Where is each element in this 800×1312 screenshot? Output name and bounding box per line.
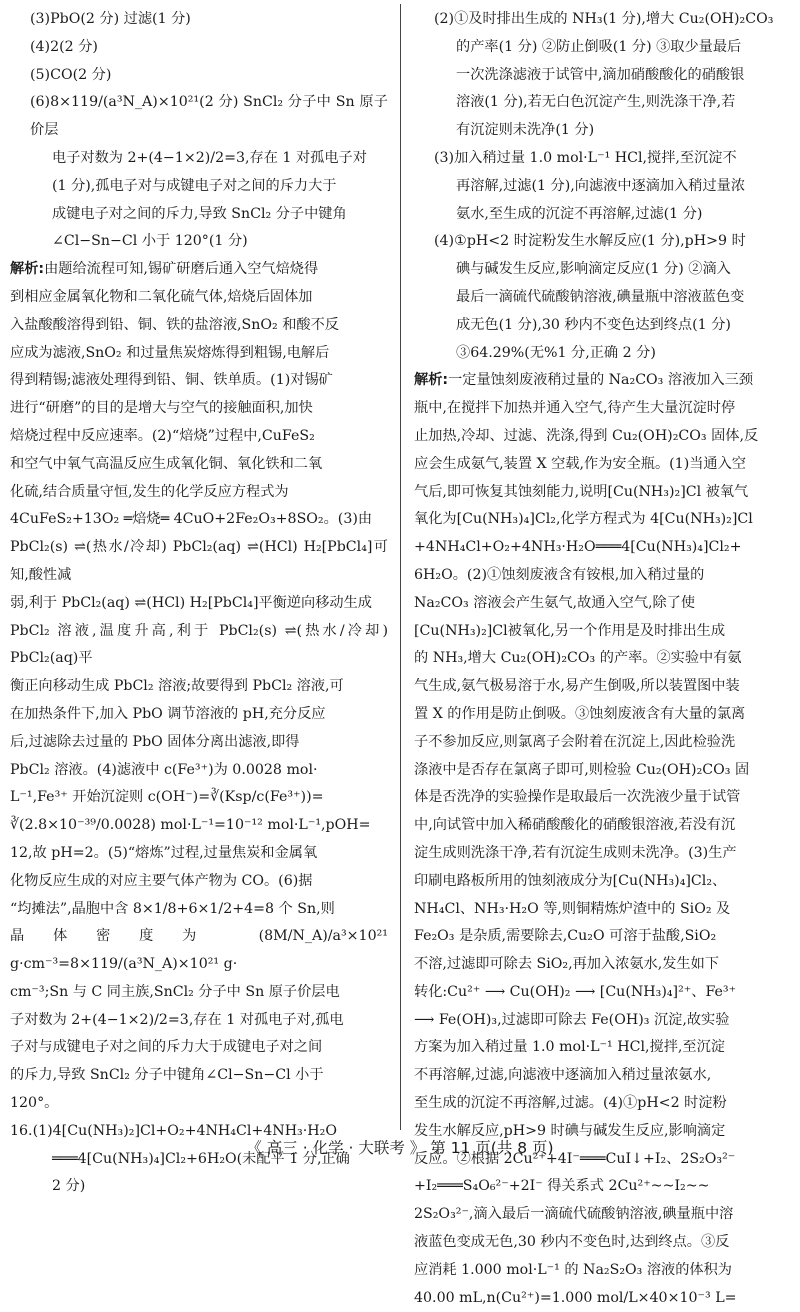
analysis-line: 衡正向移动生成 PbCl₂ 溶液;故要得到 PbCl₂ 溶液,可 <box>10 678 344 695</box>
question-16-line: 2 分) <box>52 1178 86 1195</box>
analysis-line: “均摊法”,晶胞中含 8×1/8+6×1/2+4=8 个 Sn,则 <box>10 900 335 917</box>
question-16-line: ═══4[Cu(NH₃)₄]Cl₂+6H₂O(未配平 1 分,正确 <box>52 1150 350 1167</box>
answer-line: (3)加入稍过量 1.0 mol·L⁻¹ HCl,搅拌,至沉淀不 <box>434 149 737 166</box>
analysis-line: ⟶ Fe(OH)₃,过滤即可除去 Fe(OH)₃ 沉淀,故实验 <box>414 1011 730 1028</box>
analysis-line: PbCl₂(s) ⇌(热水/冷却) PbCl₂(aq) ⇌(HCl) H₂[PbCl₄]可知,酸性减 <box>10 539 388 583</box>
analysis-line: 化硫,结合质量守恒,发生的化学反应方程式为 <box>10 483 289 500</box>
answer-line: (5)CO(2 分) <box>30 66 112 83</box>
analysis-line: 液蓝色变成无色,30 秒内不变色时,达到终点。③反 <box>414 1234 730 1251</box>
answer-line: 最后一滴硫代硫酸钠溶液,碘量瓶中溶液蓝色变 <box>456 288 745 305</box>
answer-line: (4)①pH<2 时淀粉发生水解反应(1 分),pH>9 时 <box>434 233 746 250</box>
analysis-line: 不再溶解,过滤,向滤液中逐滴加入稍过量浓氨水, <box>414 1067 712 1084</box>
analysis-line: +I₂═══S₄O₆²⁻+2I⁻ 得关系式 2Cu²⁺~~I₂~~ <box>414 1178 710 1195</box>
analysis-line: 入盐酸酸溶得到铅、铜、铁的盐溶液,SnO₂ 和酸不反 <box>10 316 339 333</box>
analysis-line: PbCl₂ 溶液,温度升高,利于 PbCl₂(s) ⇌(热水/冷却) PbCl₂(aq)平 <box>10 622 388 667</box>
analysis-line: 至生成的沉淀不再溶解,过滤。(4)①pH<2 时淀粉 <box>414 1095 727 1112</box>
analysis-line: 淀生成则洗涤干净,若有沉淀生成则未洗净。(3)生产 <box>414 844 737 861</box>
analysis-first-line: 解析:一定量蚀刻废液稍过量的 Na₂CO₃ 溶液加入三颈 <box>414 372 754 389</box>
answer-line: 电子对数为 2+(4−1×2)/2=3,存在 1 对孤电子对 <box>52 149 367 166</box>
analysis-line: +4NH₄Cl+O₂+4NH₃·H₂O═══4[Cu(NH₃)₄]Cl₂+ <box>414 539 742 556</box>
analysis-line: Na₂CO₃ 溶液会产生氨气,故通入空气,除了使 <box>414 594 696 611</box>
analysis-label: 解析: <box>414 372 449 389</box>
analysis-line: 止加热,冷却、过滤、洗涤,得到 Cu₂(OH)₂CO₃ 固体,反 <box>414 427 759 444</box>
analysis-line: 和空气中氧气高温反应生成氧化铜、氧化铁和二氧 <box>10 455 323 472</box>
answer-line: 成无色(1 分),30 秒内不变色达到终点(1 分) <box>456 316 731 333</box>
analysis-line: 到相应金属氧化物和二氧化硫气体,焙烧后固体加 <box>10 288 313 305</box>
answer-line: 有沉淀则未洗净(1 分) <box>456 122 595 139</box>
analysis-line: 中,向试管中加入稀硝酸酸化的硝酸银溶液,若没有沉 <box>414 817 736 834</box>
analysis-line: Fe₂O₃ 是杂质,需要除去,Cu₂O 可溶于盐酸,SiO₂ <box>414 928 717 945</box>
analysis-line: 不溶,过滤即可除去 SiO₂,再加入浓氨水,发生如下 <box>414 956 719 973</box>
column-divider <box>400 4 401 1130</box>
right-column <box>414 6 794 1312</box>
analysis-line: 6H₂O。(2)①蚀刻废液含有铵根,加入稍过量的 <box>414 566 705 583</box>
answer-line: (2)①及时排出生成的 NH₃(1 分),增大 Cu₂(OH)₂CO₃ <box>434 11 774 27</box>
analysis-line: NH₄Cl、NH₃·H₂O 等,则铜精炼炉渣中的 SiO₂ 及 <box>414 900 731 917</box>
analysis-line: 子对与成键电子对之间的斥力大于成键电子对之间 <box>10 1039 323 1056</box>
answer-line: ③64.29%(无%1 分,正确 2 分) <box>456 344 656 361</box>
answer-line: (1 分),孤电子对与成键电子对之间的斥力大于 <box>52 177 337 194</box>
analysis-line: 气生成,氨气极易溶于水,易产生倒吸,所以装置图中装 <box>414 678 740 695</box>
analysis-line: 氧化为[Cu(NH₃)₄]Cl₂,化学方程式为 4[Cu(NH₃)₂]Cl <box>414 511 753 528</box>
answer-line: 一次洗涤滤液于试管中,滴加硝酸酸化的硝酸银 <box>456 66 745 83</box>
analysis-line: 120°。 <box>10 1095 59 1112</box>
analysis-line: L⁻¹,Fe³⁺ 开始沉淀则 c(OH⁻)=∛(Ksp/c(Fe³⁺))= <box>10 789 324 806</box>
answer-line: 成键电子对之间的斥力,导致 SnCl₂ 分子中键角 <box>52 205 347 222</box>
analysis-line: 体是否洗净的实验操作是取最后一次洗液少量于试管 <box>414 789 741 806</box>
question-16-line: 16.(1)4[Cu(NH₃)₂]Cl+O₂+4NH₄Cl+4NH₃·H₂O <box>10 1122 337 1139</box>
analysis-line: 应成为滤液,SnO₂ 和过量焦炭熔炼得到粗锡,电解后 <box>10 344 330 361</box>
analysis-line: 12,故 pH=2。(5)“熔炼”过程,过量焦炭和金属氧 <box>10 844 318 861</box>
analysis-line: 在加热条件下,加入 PbO 调节溶液的 pH,充分反应 <box>10 705 326 722</box>
analysis-line: 涤液中是否存在氯离子即可,则检验 Cu₂(OH)₂CO₃ 固 <box>414 761 750 778</box>
analysis-line: 应会生成氨气,装置 X 空载,作为安全瓶。(1)当通入空 <box>414 455 746 472</box>
analysis-line: [Cu(NH₃)₂]Cl被氧化,另一个作用是及时排出生成 <box>414 622 726 639</box>
analysis-line: 进行“研磨”的目的是增大与空气的接触面积,加快 <box>10 400 313 417</box>
analysis-line: 反应。②根据 2Cu²⁺+4I⁻═══CuI↓+I₂、2S₂O₃²⁻ <box>414 1150 736 1167</box>
analysis-line: 瓶中,在搅拌下加热并通入空气,待产生大量沉淀时停 <box>414 400 736 417</box>
analysis-line: 子不参加反应,则氯离子会附着在沉淀上,因此检验洗 <box>414 733 736 750</box>
analysis-line: 发生水解反应,pH>9 时碘与碱发生反应,影响滴定 <box>414 1122 726 1139</box>
analysis-line: 方案为加入稍过量 1.0 mol·L⁻¹ HCl,搅拌,至沉淀 <box>414 1039 725 1056</box>
answer-line: 再溶解,过滤(1 分),向滤液中逐滴加入稍过量浓 <box>456 177 746 194</box>
analysis-line: PbCl₂ 溶液。(4)滤液中 c(Fe³⁺)为 0.0028 mol· <box>10 761 318 778</box>
left-column <box>10 6 388 1201</box>
analysis-line: 转化:Cu²⁺ ⟶ Cu(OH)₂ ⟶ [Cu(NH₃)₄]²⁺、Fe³⁺ <box>414 983 737 1000</box>
analysis-line: 4CuFeS₂+13O₂ ═焙烧═ 4CuO+2Fe₂O₃+8SO₂。(3)由 <box>10 511 373 528</box>
answer-line: (3)PbO(2 分) 过滤(1 分) <box>30 11 191 27</box>
analysis-line: 的 NH₃,增大 Cu₂(OH)₂CO₃ 的产率。②实验中有氨 <box>414 650 742 667</box>
answer-line: 溶液(1 分),若无白色沉淀产生,则洗涤干净,若 <box>456 94 736 111</box>
answer-line: 氨水,至生成的沉淀不再溶解,过滤(1 分) <box>456 205 703 222</box>
analysis-line: 化物反应生成的对应主要气体产物为 CO。(6)据 <box>10 872 313 889</box>
analysis-line: 2S₂O₃²⁻,滴入最后一滴硫代硫酸钠溶液,碘量瓶中溶 <box>414 1206 734 1223</box>
analysis-line: 晶体密度为 (8M/N_A)/a³×10²¹ g·cm⁻³=8×119/(a³N_A)×10²¹ g· <box>10 928 388 973</box>
analysis-label: 解析: <box>10 261 45 278</box>
page-footer: 《 高三 · 化学 · 大联考 》 第 11 页(共 8 页) <box>246 1139 554 1157</box>
answer-line: 的产率(1 分) ②防止倒吸(1 分) ③取少量最后 <box>456 38 742 55</box>
analysis-line: 置 X 的作用是防止倒吸。③蚀刻废液含有大量的氯离 <box>414 705 746 722</box>
analysis-line: 气后,即可恢复其蚀刻能力,说明[Cu(NH₃)₂]Cl 被氧气 <box>414 483 749 500</box>
analysis-line: cm⁻³;Sn 与 C 同主族,SnCl₂ 分子中 Sn 原子价层电 <box>10 983 340 1000</box>
analysis-line: 焙烧过程中反应速率。(2)“焙烧”过程中,CuFeS₂ <box>10 427 315 444</box>
analysis-line: ∛(2.8×10⁻³⁹/0.0028) mol·L⁻¹=10⁻¹² mol·L⁻¹,pOH= <box>10 817 371 834</box>
answer-line: (4)2(2 分) <box>30 38 98 55</box>
analysis-line: 后,过滤除去过量的 PbO 固体分离出滤液,即得 <box>10 733 300 750</box>
analysis-line: 应消耗 1.000 mol·L⁻¹ 的 Na₂S₂O₃ 溶液的体积为 <box>414 1261 732 1278</box>
analysis-line: 40.00 mL,n(Cu²⁺)=1.000 mol/L×40×10⁻³ L= <box>414 1289 737 1306</box>
answer-line: ∠Cl−Sn−Cl 小于 120°(1 分) <box>52 233 248 250</box>
analysis-line: 子对数为 2+(4−1×2)/2=3,存在 1 对孤电子对,孤电 <box>10 1011 344 1028</box>
analysis-line: 印刷电路板所用的蚀刻液成分为[Cu(NH₃)₄]Cl₂、 <box>414 872 727 889</box>
answer-line: 碘与碱发生反应,影响滴定反应(1 分) ②滴入 <box>456 261 731 278</box>
analysis-line: 弱,利于 PbCl₂(aq) ⇌(HCl) H₂[PbCl₄]平衡逆向移动生成 <box>10 594 372 611</box>
analysis-first-line: 解析:由题给流程可知,锡矿研磨后通入空气焙烧得 <box>10 261 319 278</box>
answer-line: (6)8×119/(a³N_A)×10²¹(2 分) SnCl₂ 分子中 Sn 原子价层 <box>30 94 388 139</box>
analysis-line: 得到精锡;滤液处理得到铅、铜、铁单质。(1)对锡矿 <box>10 372 333 389</box>
analysis-line: 的斥力,导致 SnCl₂ 分子中键角∠Cl−Sn−Cl 小于 <box>10 1067 324 1084</box>
